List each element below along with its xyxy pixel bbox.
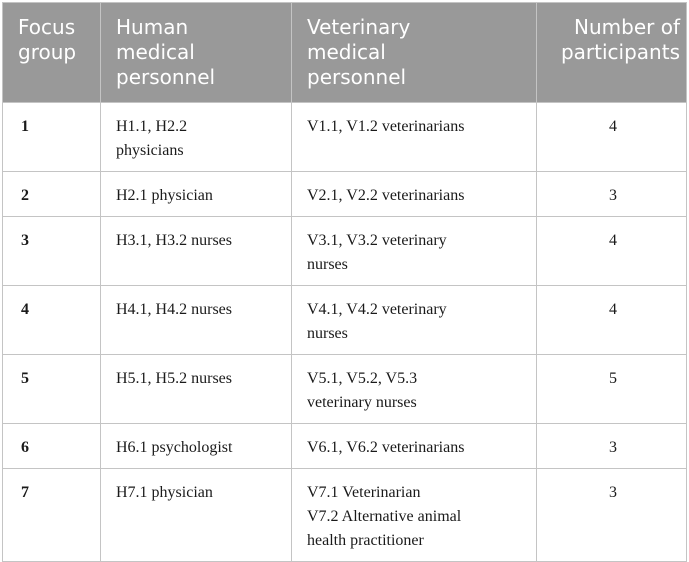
cell-participants: 3 <box>537 172 687 217</box>
cell-participants: 4 <box>537 103 687 172</box>
cell-text: V4.1, V4.2 veterinary <box>307 301 447 318</box>
cell-text: V3.1, V3.2 veterinary <box>307 232 447 249</box>
header-number-of-participants <box>537 3 687 103</box>
cell-text: H3.1, H3.2 nurses <box>116 232 232 249</box>
cell-text: V7.1 Veterinarian <box>307 484 421 501</box>
focus-group-table <box>2 2 687 562</box>
header-text: medical <box>116 40 195 64</box>
header-text: participants <box>560 40 680 64</box>
header-text: Number of <box>574 15 680 39</box>
cell-text: H4.1, H4.2 nurses <box>116 301 232 318</box>
header-text: Veterinary <box>307 15 411 39</box>
cell-text: physicians <box>116 142 184 159</box>
cell-human-personnel <box>101 424 292 469</box>
table-row <box>3 172 687 217</box>
cell-text: H2.1 physician <box>116 187 213 204</box>
cell-veterinary-personnel <box>292 217 537 286</box>
cell-veterinary-personnel <box>292 469 537 562</box>
cell-participants: 4 <box>537 286 687 355</box>
cell-veterinary-personnel <box>292 424 537 469</box>
table-row <box>3 103 687 172</box>
cell-text: V1.1, V1.2 veterinarians <box>307 118 465 135</box>
header-text: Focus <box>18 15 76 39</box>
header-text: personnel <box>307 65 407 89</box>
cell-text: H7.1 physician <box>116 484 213 501</box>
cell-focus-group: 2 <box>3 172 101 217</box>
cell-participants: 5 <box>537 355 687 424</box>
cell-veterinary-personnel <box>292 172 537 217</box>
cell-participants: 3 <box>537 469 687 562</box>
table-row <box>3 217 687 286</box>
cell-human-personnel <box>101 469 292 562</box>
table-row <box>3 469 687 562</box>
cell-veterinary-personnel <box>292 355 537 424</box>
table-row <box>3 424 687 469</box>
header-focus-group <box>3 3 101 103</box>
cell-text: H6.1 psychologist <box>116 439 233 456</box>
cell-text: V7.2 Alternative animal <box>307 508 462 525</box>
cell-text: health practitioner <box>307 532 424 549</box>
cell-human-personnel <box>101 217 292 286</box>
cell-text: H5.1, H5.2 nurses <box>116 370 232 387</box>
cell-veterinary-personnel <box>292 286 537 355</box>
cell-focus-group: 7 <box>3 469 101 562</box>
table-row <box>3 286 687 355</box>
header-text: Human <box>116 15 189 39</box>
cell-text: H1.1, H2.2 <box>116 118 188 135</box>
cell-text: veterinary nurses <box>307 394 417 411</box>
cell-human-personnel <box>101 286 292 355</box>
cell-focus-group: 3 <box>3 217 101 286</box>
cell-text: V2.1, V2.2 veterinarians <box>307 187 465 204</box>
table-row <box>3 355 687 424</box>
cell-human-personnel <box>101 172 292 217</box>
cell-text: V5.1, V5.2, V5.3 <box>307 370 418 387</box>
cell-text: nurses <box>307 325 348 342</box>
header-human-personnel <box>101 3 292 103</box>
cell-human-personnel <box>101 103 292 172</box>
cell-focus-group: 5 <box>3 355 101 424</box>
cell-focus-group: 1 <box>3 103 101 172</box>
header-text: personnel <box>116 65 216 89</box>
header-text: group <box>18 40 77 64</box>
cell-participants: 3 <box>537 424 687 469</box>
cell-participants: 4 <box>537 217 687 286</box>
cell-focus-group: 6 <box>3 424 101 469</box>
table-header-row <box>3 3 687 103</box>
cell-human-personnel <box>101 355 292 424</box>
header-veterinary-personnel <box>292 3 537 103</box>
header-text: medical <box>307 40 386 64</box>
cell-text: nurses <box>307 256 348 273</box>
cell-focus-group: 4 <box>3 286 101 355</box>
cell-veterinary-personnel <box>292 103 537 172</box>
cell-text: V6.1, V6.2 veterinarians <box>307 439 465 456</box>
